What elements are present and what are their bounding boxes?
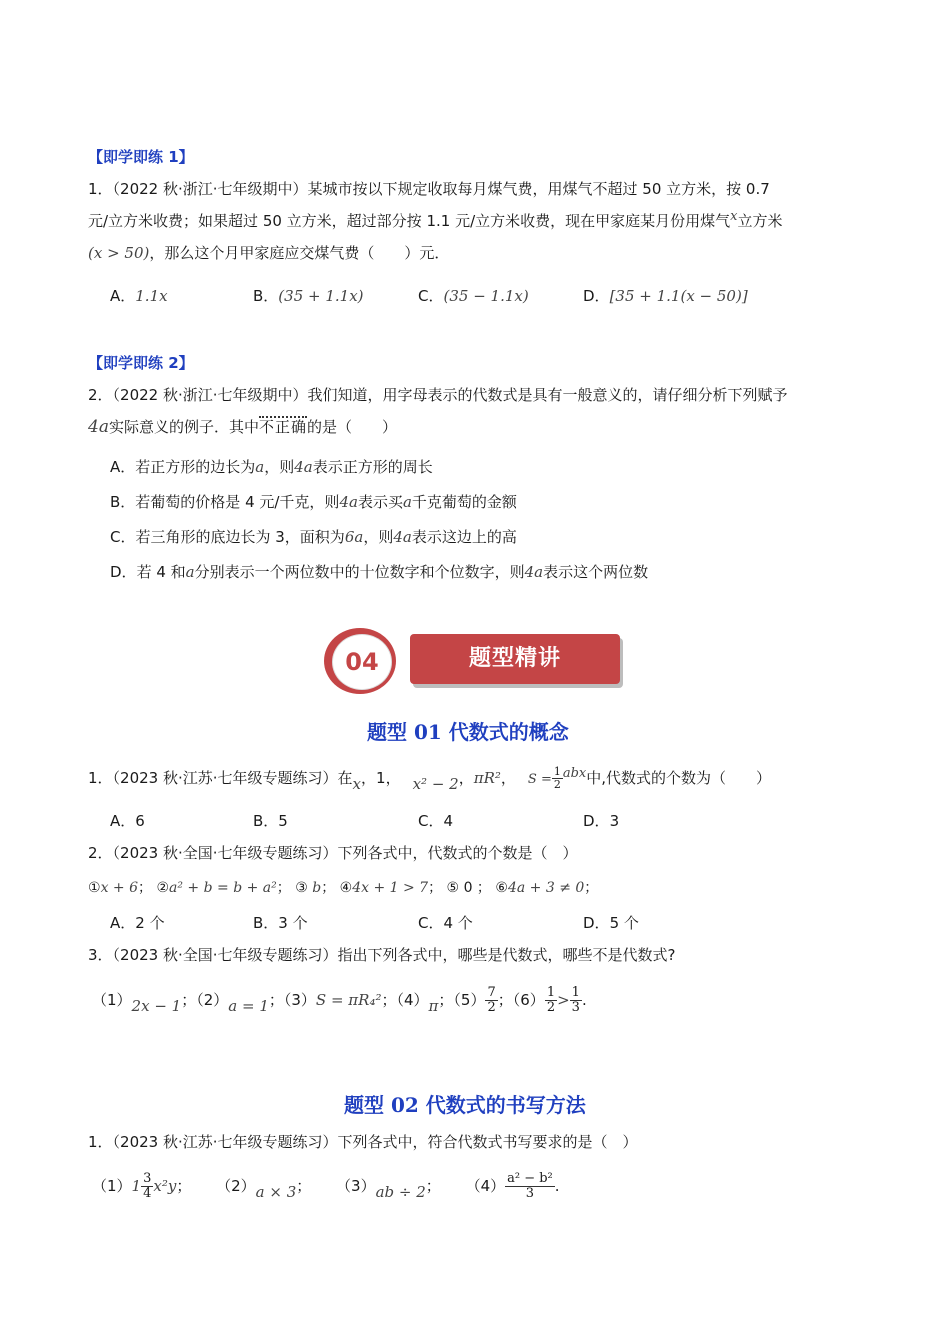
fraction-denominator: 2 — [546, 1000, 556, 1015]
option-label: B． — [253, 914, 279, 932]
option-value: 5 个 — [609, 914, 639, 932]
question-text: （2023 秋·全国·七年级专题练习）下列各式中，代数式的个数是（ ） — [112, 844, 578, 862]
question-text: ，那么这个月甲家庭应交煤气费（ ）元． — [149, 244, 450, 262]
practice2-tag: 【即学即练 2】 — [88, 354, 194, 372]
item-mark: ⑤ — [446, 880, 460, 896]
question-text: （2023 秋·全国·七年级专题练习）指出下列各式中，哪些是代数式，哪些不是代数式? — [112, 946, 676, 964]
practice1-tag: 【即学即练 1】 — [88, 148, 194, 166]
option-value: 2 个 — [135, 914, 165, 932]
item-mark: ④ — [339, 880, 353, 896]
math-expr: ab ÷ 2 — [375, 1183, 426, 1201]
question-number: 1． — [88, 180, 113, 198]
option-label: C． — [110, 528, 136, 546]
option-label: D． — [583, 287, 610, 305]
option-label: A． — [110, 287, 136, 305]
question-number: 2． — [88, 386, 113, 404]
math-expr: S = πR₄² — [315, 991, 382, 1009]
question-text: （2022 秋·浙江·七年级期中）我们知道，用字母表示的代数式是具有一般意义的，请仔细分析下列赋予 — [112, 386, 788, 404]
type01-q3-items: （1）2x − 1；（2）a = 1；（3）S = πR₄²；（4）π；（5） $\frac{7}{2}$ ；（6） $\frac{1}{2}$ > $\frac{1}{3}$ . — [92, 985, 587, 1015]
item-mark: ② — [156, 880, 170, 896]
option-value: 3 — [609, 812, 620, 830]
type01-q2-option-d[interactable] — [583, 912, 639, 933]
math-fraction — [141, 1172, 153, 1201]
math-fraction — [570, 986, 582, 1015]
item-mark: （4） — [465, 1177, 506, 1195]
option-expr: (35 + 1.1x) — [278, 287, 364, 305]
math-var: a — [255, 458, 265, 476]
type01-q1-option-c[interactable] — [418, 810, 453, 831]
math-expr: 1 — [376, 769, 386, 787]
option-value: 4 个 — [443, 914, 473, 932]
math-expr: x² − 2 — [412, 775, 459, 793]
item-mark: （6） — [512, 991, 545, 1009]
type01-q1: 1．（2023 秋·江苏·七年级专题练习）在x，1， x² − 2，πR²， S = $\frac{1}{2}$ abx中,代数式的个数为（ ） — [88, 765, 772, 793]
option-label: A． — [110, 914, 136, 932]
math-expr: πR² — [473, 769, 501, 787]
condition-expr: (x > 50) — [88, 244, 150, 262]
option-text: 分别表示一个两位数中的十位数字和个位数字，则 — [194, 563, 525, 581]
option-label: D． — [583, 914, 610, 932]
option-text: 表示正方形的周长 — [312, 458, 433, 476]
item-mark: （2） — [216, 1177, 256, 1195]
option-value: 3 个 — [278, 914, 308, 932]
practice2-option-a[interactable] — [110, 456, 433, 477]
fraction-numerator: 7 — [487, 985, 496, 1000]
banner-title: 题型精讲 — [410, 634, 620, 684]
question-text: 的是（ ） — [306, 418, 397, 436]
type01-q1-option-d[interactable] — [583, 810, 619, 831]
question-text: （2022 秋·浙江·七年级期中）某城市按以下规定收取每月煤气费，用煤气不超过 50 立方米，按 0.7 — [112, 180, 770, 198]
math-var: 4a — [294, 458, 313, 476]
option-value: 4 — [443, 812, 454, 830]
type02-q1 — [88, 1131, 638, 1152]
fraction-numerator: 1 — [553, 765, 561, 778]
fraction-denominator: 2 — [487, 1000, 496, 1015]
option-text: 若三角形的底边长为 3，面积为 — [135, 528, 345, 546]
option-text: 表示这个两位数 — [543, 563, 649, 581]
option-label: B． — [110, 493, 136, 511]
practice2-question-line1 — [88, 384, 788, 405]
practice2-option-c[interactable] — [110, 526, 517, 547]
item-mark: （3） — [336, 1177, 376, 1195]
practice1-option-c[interactable] — [418, 285, 529, 306]
option-label: D． — [110, 563, 137, 581]
math-fraction — [505, 1172, 555, 1201]
math-var: 4a — [88, 417, 109, 437]
item-mark: （3） — [283, 991, 316, 1009]
math-expr: x — [352, 775, 361, 793]
math-expr: x + 6 — [100, 880, 138, 896]
item-mark: （4） — [396, 991, 429, 1009]
fraction-denominator: 4 — [143, 1186, 152, 1201]
math-expr: b — [312, 880, 322, 896]
option-value: 5 — [278, 812, 288, 830]
section-banner — [322, 626, 628, 696]
option-label: C． — [418, 812, 444, 830]
option-label: B． — [253, 287, 279, 305]
type01-q2-option-c[interactable] — [418, 912, 473, 933]
question-number: 2． — [88, 844, 113, 862]
option-label: D． — [583, 812, 610, 830]
option-label: C． — [418, 287, 444, 305]
math-var: a — [185, 563, 195, 581]
item-mark: （1） — [92, 991, 132, 1009]
math-expr: a² + b = b + a² — [169, 880, 277, 896]
math-expr: π — [428, 997, 439, 1015]
type02-q1-items: （1）1 $\frac{3}{4}$ x²y； （2）a × 3； （3）ab ÷ 2； （4） $\frac{\text{a² − b²}}{3}$ . — [92, 1171, 560, 1201]
practice2-option-b[interactable] — [110, 491, 517, 512]
math-var: 4a — [524, 563, 544, 581]
practice2-option-d[interactable] — [110, 561, 648, 582]
math-var: a — [402, 493, 412, 511]
math-expr: a = 1 — [228, 997, 269, 1015]
math-var: 4a — [393, 528, 412, 546]
math-expr: a × 3 — [255, 1183, 297, 1201]
fraction-numerator: 3 — [143, 1171, 152, 1186]
option-expr: (35 − 1.1x) — [443, 287, 529, 305]
practice2-question-line2 — [88, 416, 397, 437]
practice1-option-a[interactable] — [110, 285, 168, 306]
option-expr: 1.1x — [135, 287, 168, 305]
question-text: （2023 秋·江苏·七年级专题练习）下列各式中，符合代数式书写要求的是（ ） — [112, 1133, 638, 1151]
option-text: 若葡萄的价格是 4 元/千克，则 — [135, 493, 340, 511]
question-text: 实际意义的例子．其中 — [108, 418, 259, 436]
practice1-option-d[interactable] — [583, 285, 748, 306]
question-text: 元/立方米收费；如果超过 50 立方米，超过部分按 1.1 元/立方米收费，现在甲家庭某月份用煤气 — [88, 212, 731, 230]
math-expr: abx — [562, 766, 587, 781]
option-text: 表示这边上的高 — [411, 528, 517, 546]
option-text: 千克葡萄的金额 — [411, 493, 517, 511]
question-number: 1． — [88, 769, 113, 787]
item-mark: （5） — [453, 991, 486, 1009]
option-value: 6 — [135, 812, 145, 830]
math-operator: > — [557, 991, 570, 1009]
math-var: 6a — [344, 528, 364, 546]
fraction-denominator: 3 — [525, 1186, 535, 1201]
fraction-denominator: 3 — [571, 1000, 580, 1015]
option-expr: [35 + 1.1(x − 50)] — [609, 287, 748, 305]
item-mark: ⑥ — [495, 880, 508, 896]
math-var: 4a — [339, 493, 358, 511]
type01-q3 — [88, 944, 676, 965]
option-label: B． — [253, 812, 279, 830]
math-expr: x²y — [153, 1177, 177, 1195]
option-label: C． — [418, 914, 444, 932]
math-expr: 0 — [463, 880, 473, 896]
option-label: A． — [110, 458, 136, 476]
math-expr: S = — [527, 772, 552, 787]
question-text: （2023 秋·江苏·七年级专题练习）在 — [112, 769, 353, 787]
math-fraction — [485, 986, 497, 1015]
type01-q1-option-b[interactable] — [253, 810, 288, 831]
section-title-type01: 题型 01 代数式的概念 — [367, 720, 569, 744]
fraction-denominator: 2 — [553, 778, 561, 791]
math-expr: 2x − 1 — [131, 997, 182, 1015]
item-mark: ③ — [295, 880, 308, 896]
math-fraction — [552, 766, 563, 791]
option-label: A． — [110, 812, 136, 830]
practice1-question-line1 — [88, 178, 770, 199]
math-expr: 4a + 3 ≠ 0 — [507, 880, 585, 896]
math-expr: 1 — [131, 1177, 142, 1195]
fraction-numerator: 1 — [546, 985, 556, 1000]
item-mark: ① — [88, 880, 101, 896]
section-title-type02: 题型 02 代数式的书写方法 — [344, 1093, 586, 1117]
question-number: 1． — [88, 1133, 113, 1151]
math-var: x — [730, 209, 738, 224]
practice1-question-line2 — [88, 210, 783, 231]
option-text: 表示买 — [357, 493, 403, 511]
practice1-question-line3 — [88, 242, 449, 263]
type01-q2-option-b[interactable] — [253, 912, 308, 933]
question-number: 3． — [88, 946, 113, 964]
option-text: 若正方形的边长为 — [135, 458, 256, 476]
question-text: 立方米 — [737, 212, 783, 230]
option-text: 若 4 和 — [136, 563, 186, 581]
emphasis-text: 不正确 — [258, 418, 307, 436]
type01-q2-option-a[interactable] — [110, 912, 165, 933]
math-fraction — [545, 986, 557, 1015]
math-expr: 4x + 1 > 7 — [352, 880, 429, 896]
type01-q2 — [88, 842, 578, 863]
option-text: ，则 — [363, 528, 394, 546]
banner-number: 04 — [332, 634, 392, 690]
practice1-option-b[interactable] — [253, 285, 364, 306]
item-mark: （1） — [92, 1177, 132, 1195]
fraction-numerator: 1 — [571, 985, 580, 1000]
option-text: ，则 — [264, 458, 295, 476]
question-text: 中,代数式的个数为（ ） — [586, 769, 772, 787]
fraction-numerator: a² − b² — [507, 1171, 553, 1186]
type01-q2-items: ①x + 6； ②a² + b = b + a²； ③ b； ④4x + 1 > 7； ⑤ 0 ； ⑥4a + 3 ≠ 0； — [88, 880, 599, 896]
type01-q1-option-a[interactable] — [110, 810, 145, 831]
item-mark: （2） — [196, 991, 229, 1009]
